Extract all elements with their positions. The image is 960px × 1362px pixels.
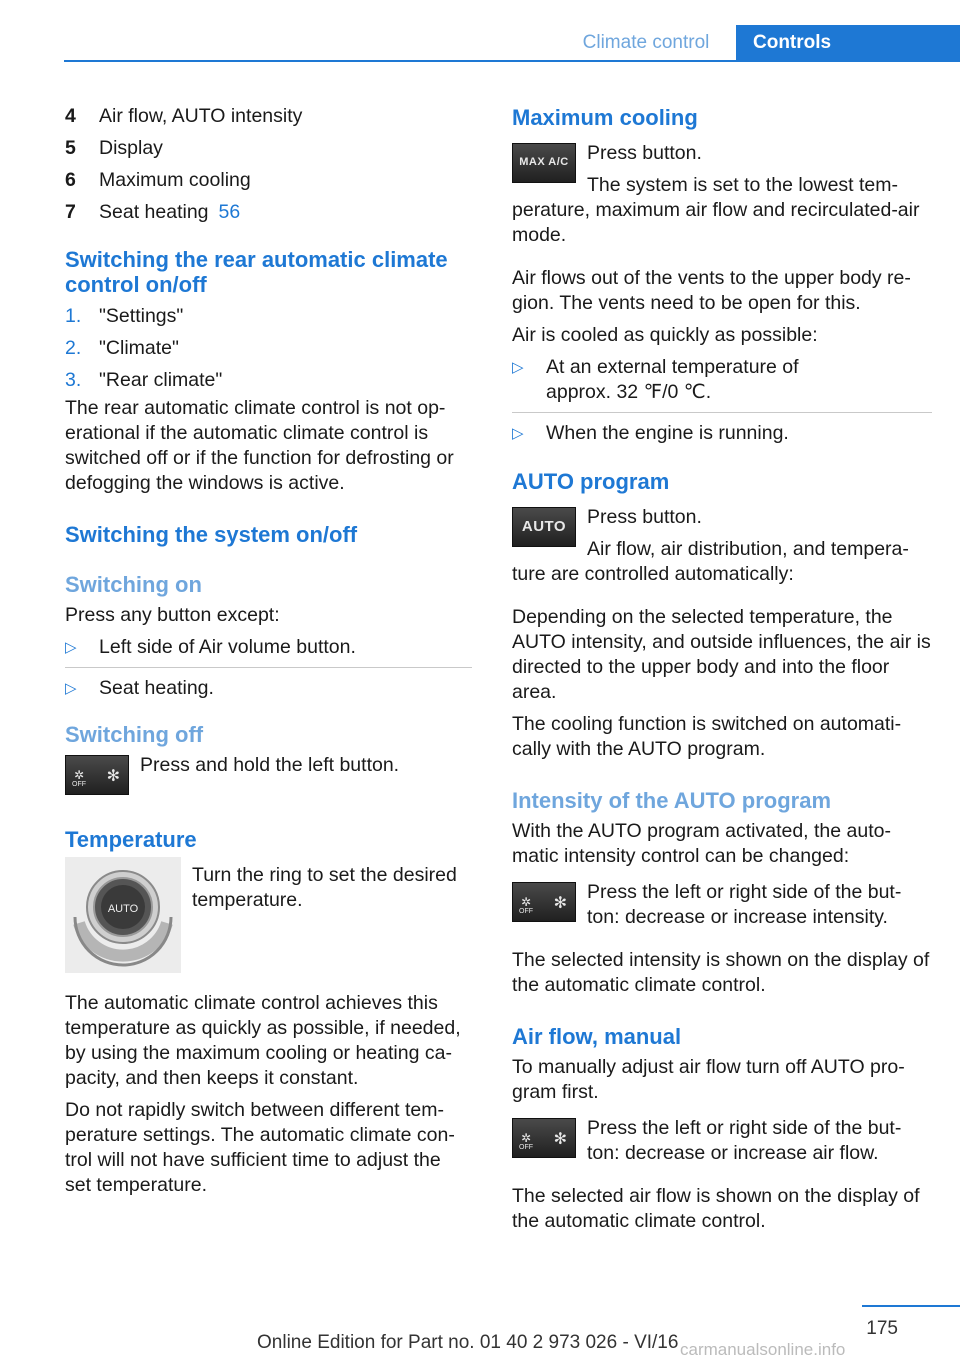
max-cooling-heading: Maximum cooling	[512, 105, 698, 130]
watermark: carmanualsonline.info	[680, 1340, 846, 1359]
page-number: 175	[866, 1318, 898, 1339]
edition-text: Online Edition for Part no. 01 40 2 973 026 - VI/16	[257, 1332, 679, 1353]
air-flow-text-2: The selected air flow is shown on the display of the automatic climate control.	[512, 1185, 920, 1232]
air-flow-row	[512, 1116, 932, 1166]
intensity-row	[512, 880, 932, 930]
right-column	[512, 100, 932, 1234]
item-number: 5	[65, 137, 76, 159]
switching-off-text: Press and hold the left button.	[140, 754, 400, 776]
temperature-heading: Temperature	[65, 827, 197, 852]
max-cooling-line-1: Press button.	[587, 142, 702, 164]
rear-climate-text: The rear automatic climate control is not op‐ erational if the automatic climate control is switched off or if the function for defrosting or defogging the windows is active.	[65, 397, 454, 494]
temperature-knob-icon	[65, 857, 181, 973]
item-number: 6	[65, 169, 76, 191]
switching-on-bullets	[65, 631, 472, 704]
list-item	[65, 100, 472, 132]
rear-climate-heading: Switching the rear automatic climate control on/off	[65, 247, 448, 297]
fan-button-icon: ✲ ✻ OFF	[512, 1118, 576, 1158]
list-item	[65, 196, 472, 228]
auto-text-2: The cooling function is switched on automati‐ cally with the AUTO program.	[512, 713, 902, 760]
temperature-intro: Turn the ring to set the desired temperature.	[192, 864, 457, 911]
bullet-icon: ▷	[65, 680, 77, 697]
left-column	[65, 100, 472, 1198]
system-heading: Switching the system on/off	[65, 522, 358, 547]
auto-program-block	[512, 505, 932, 587]
fan-button-icon: ✲ ✻ OFF	[65, 755, 129, 795]
item-text: Maximum cooling	[99, 169, 251, 191]
temperature-row	[65, 863, 472, 973]
max-cooling-block	[512, 141, 932, 248]
temperature-text-1: The automatic climate control achieves this temperature as quickly as possible, if needed, by using the maximum cooling or heating ca‐ pacity, and then keeps it constant.	[65, 992, 461, 1089]
bullet-text: When the engine is running.	[546, 422, 789, 444]
list-item	[512, 412, 932, 449]
intensity-text-1: With the AUTO program activated, the auto‐ matic intensity control can be changed:	[512, 820, 891, 867]
bullet-text: At an external temperature of approx. 32 ℉/0 ℃.	[546, 356, 799, 403]
fan-button-icon: ✲ ✻ OFF	[512, 882, 576, 922]
air-flow-text-1: To manually adjust air flow turn off AUTO pro‐ gram first.	[512, 1056, 905, 1103]
list-item	[65, 667, 472, 704]
bullet-icon: ▷	[512, 359, 524, 376]
header-rule	[64, 60, 960, 62]
item-number: 4	[65, 105, 76, 127]
bullet-text: Seat heating.	[99, 677, 214, 699]
auto-line-2: Air flow, air distribution, and tempera‐ ture are controlled automatically:	[512, 538, 909, 585]
page-reference-link[interactable]: 56	[218, 201, 241, 223]
switching-on-text: Press any button except:	[65, 604, 280, 626]
switching-off-row	[65, 753, 472, 795]
list-item	[65, 132, 472, 164]
bullet-text: Left side of Air volume button.	[99, 636, 356, 658]
auto-button-icon: AUTO	[512, 507, 576, 547]
temperature-text-2: Do not rapidly switch between different tem‐ perature settings. The automatic climate con‐ trol will not have sufficient time to adjust the set temperature.	[65, 1099, 455, 1196]
intensity-icon-text: Press the left or right side of the but‐ ton: decrease or increase intensity.	[587, 881, 902, 928]
rear-steps-list	[65, 300, 472, 396]
auto-line-1: Press button.	[587, 506, 702, 528]
list-item	[65, 631, 472, 663]
item-number: 7	[65, 201, 76, 223]
max-cooling-line-2: The system is set to the lowest tem‐ perature, maximum air flow and recirculated-air mode.	[512, 174, 920, 246]
bullet-icon: ▷	[512, 425, 524, 442]
air-flow-icon-text: Press the left or right side of the but‐ ton: decrease or increase air flow.	[587, 1117, 902, 1164]
header-section: Climate control	[582, 32, 710, 53]
intensity-text-2: The selected intensity is shown on the display of the automatic climate control.	[512, 949, 930, 996]
list-item	[65, 332, 472, 364]
step-number: 1.	[65, 305, 82, 327]
auto-text-1: Depending on the selected temperature, the AUTO intensity, and outside influences, the air is directed to the upper body and into the floor area.	[512, 606, 931, 703]
legend-list	[65, 100, 472, 228]
max-cooling-text-2: Air is cooled as quickly as possible:	[512, 324, 818, 346]
list-item	[65, 164, 472, 196]
step-number: 2.	[65, 337, 82, 359]
footer-rule	[862, 1305, 960, 1307]
step-text: "Climate"	[99, 337, 179, 359]
item-text: Seat heating	[99, 201, 209, 223]
step-text: "Rear climate"	[99, 369, 223, 391]
bullet-icon: ▷	[65, 639, 77, 656]
list-item	[512, 351, 932, 408]
switching-off-heading: Switching off	[65, 722, 204, 747]
switching-on-heading: Switching on	[65, 572, 202, 597]
item-text: Air flow, AUTO intensity	[99, 105, 303, 127]
list-item	[65, 364, 472, 396]
air-flow-heading: Air flow, manual	[512, 1024, 682, 1049]
knob-label: AUTO	[107, 903, 139, 915]
item-text: Display	[99, 137, 163, 159]
step-text: "Settings"	[99, 305, 184, 327]
max-cooling-text-1: Air flows out of the vents to the upper body re‐ gion. The vents need to be open for this.	[512, 267, 911, 314]
list-item	[65, 300, 472, 332]
intensity-heading: Intensity of the AUTO program	[512, 788, 832, 813]
max-ac-button-icon: MAX A/C	[512, 143, 576, 183]
header-tab-controls: Controls	[736, 25, 960, 61]
max-cooling-bullets	[512, 351, 932, 449]
auto-program-heading: AUTO program	[512, 469, 670, 494]
step-number: 3.	[65, 369, 82, 391]
